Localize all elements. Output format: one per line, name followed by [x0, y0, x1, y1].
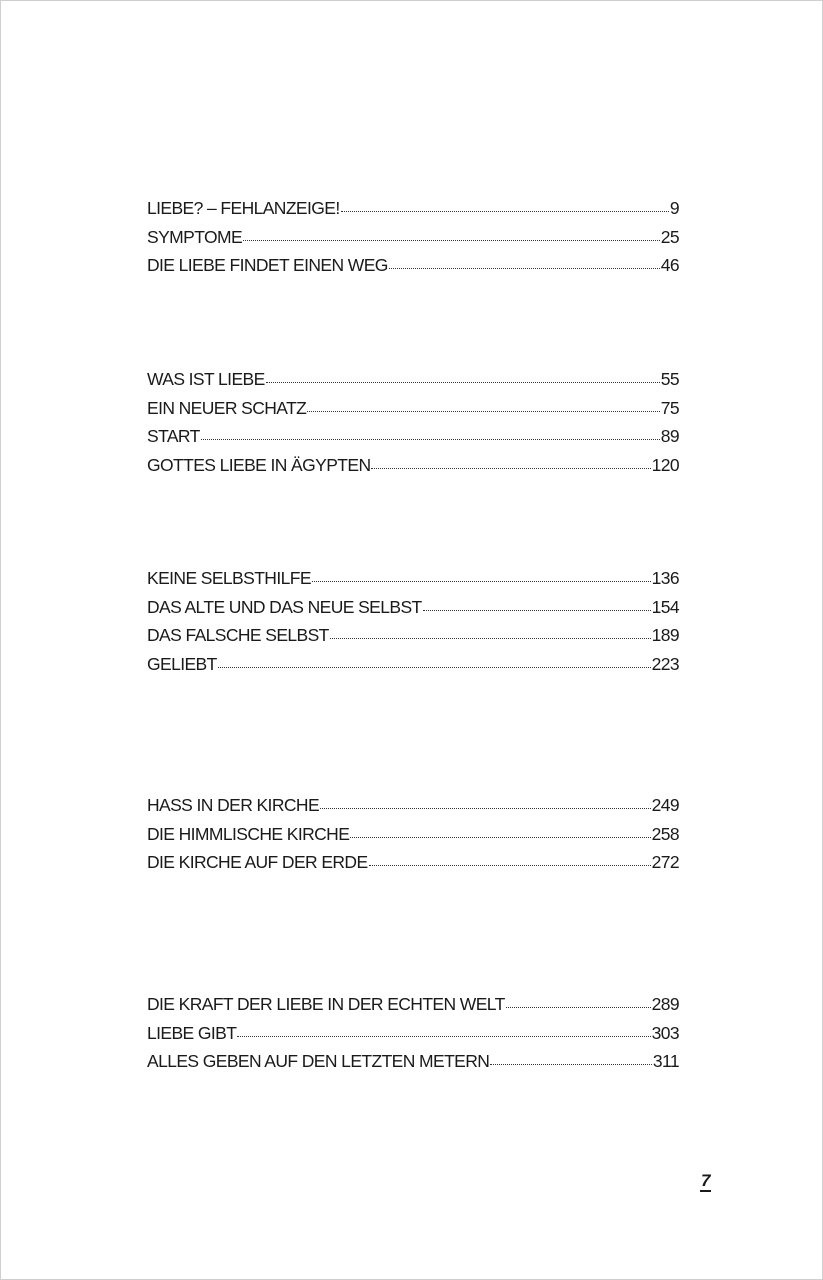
toc-section-5: [147, 994, 679, 1080]
toc-section-1: [147, 198, 679, 284]
toc-entry: [147, 1023, 679, 1052]
toc-entry-title: DIE KRAFT DER LIEBE IN DER ECHTEN WELT: [147, 994, 505, 1014]
toc-entry: [147, 625, 679, 654]
toc-entry-title: DAS ALTE UND DAS NEUE SELBST: [147, 596, 422, 617]
toc-entry-page: 89: [660, 426, 679, 446]
dot-leader: [341, 211, 669, 212]
dot-leader: [243, 240, 660, 241]
toc-entry-page: 154: [651, 596, 679, 617]
toc-entry: [147, 1051, 679, 1080]
toc-entry-page: 258: [651, 823, 679, 844]
toc-entry: [147, 568, 679, 597]
dot-leader: [218, 667, 651, 668]
dot-leader: [490, 1064, 652, 1065]
toc-entry: [147, 198, 679, 227]
toc-entry-title: DIE HIMMLISCHE KIRCHE: [147, 823, 350, 844]
toc-entry-title: GELIEBT: [147, 653, 217, 674]
dot-leader: [330, 638, 651, 639]
dot-leader: [389, 268, 660, 269]
toc-entry-page: 272: [651, 852, 679, 872]
toc-entry: [147, 426, 679, 455]
toc-entry-title: DIE LIEBE FINDET EINEN WEG: [147, 255, 388, 275]
toc-entry-page: 289: [651, 994, 679, 1014]
toc-entry-page: 189: [651, 625, 679, 645]
toc-entry-page: 311: [652, 1051, 679, 1071]
toc-entry-page: 55: [660, 369, 679, 389]
toc-entry-title: ALLES GEBEN AUF DEN LETZTEN METERN: [147, 1051, 490, 1071]
toc-entry-title: HASS IN DER KIRCHE: [147, 795, 320, 815]
dot-leader: [350, 837, 650, 838]
toc-entry-page: 9: [669, 198, 679, 218]
dot-leader: [201, 439, 660, 440]
toc-entry-page: 46: [660, 255, 679, 275]
toc-entry-page: 249: [651, 795, 679, 815]
toc-entry-page: 25: [660, 226, 679, 247]
toc-entry-title: GOTTES LIEBE IN ÄGYPTEN: [147, 454, 371, 475]
toc-entry-title: SYMPTOME: [147, 226, 243, 247]
toc-entry-title: START: [147, 426, 200, 446]
toc-entry: [147, 597, 679, 626]
toc-entry-title: DIE KIRCHE AUF DER ERDE: [147, 852, 368, 872]
toc-entry-title: LIEBE GIBT: [147, 1022, 237, 1043]
toc-entry-page: 120: [651, 454, 679, 475]
toc-entry: [147, 654, 679, 683]
toc-entry: [147, 369, 679, 398]
dot-leader: [237, 1036, 650, 1037]
dot-leader: [266, 382, 660, 383]
dot-leader: [423, 610, 651, 611]
toc-entry-page: 75: [660, 397, 679, 418]
toc-section-4: [147, 795, 679, 881]
toc-entry-title: WAS IST LIEBE: [147, 369, 265, 389]
page-number: 7: [701, 1171, 711, 1190]
toc-entry: [147, 227, 679, 256]
toc-section-2: [147, 369, 679, 483]
toc-entry: [147, 398, 679, 427]
dot-leader: [369, 865, 651, 866]
dot-leader: [506, 1007, 651, 1008]
dot-leader: [307, 411, 659, 412]
dot-leader: [371, 468, 650, 469]
toc-entry-title: KEINE SELBSTHILFE: [147, 568, 311, 588]
toc-entry-page: 303: [651, 1022, 679, 1043]
toc-entry-title: DAS FALSCHE SELBST: [147, 625, 329, 645]
toc-entry: [147, 852, 679, 881]
toc-entry: [147, 255, 679, 284]
toc-entry-title: LIEBE? – FEHLANZEIGE!: [147, 198, 340, 218]
toc-entry: [147, 994, 679, 1023]
toc-entry-page: 136: [651, 568, 679, 588]
toc-entry: [147, 824, 679, 853]
toc-entry: [147, 795, 679, 824]
toc-entry-title: EIN NEUER SCHATZ: [147, 397, 307, 418]
dot-leader: [320, 808, 651, 809]
toc-entry-page: 223: [651, 653, 679, 674]
toc-entry: [147, 455, 679, 484]
dot-leader: [312, 581, 651, 582]
toc-section-3: [147, 568, 679, 682]
